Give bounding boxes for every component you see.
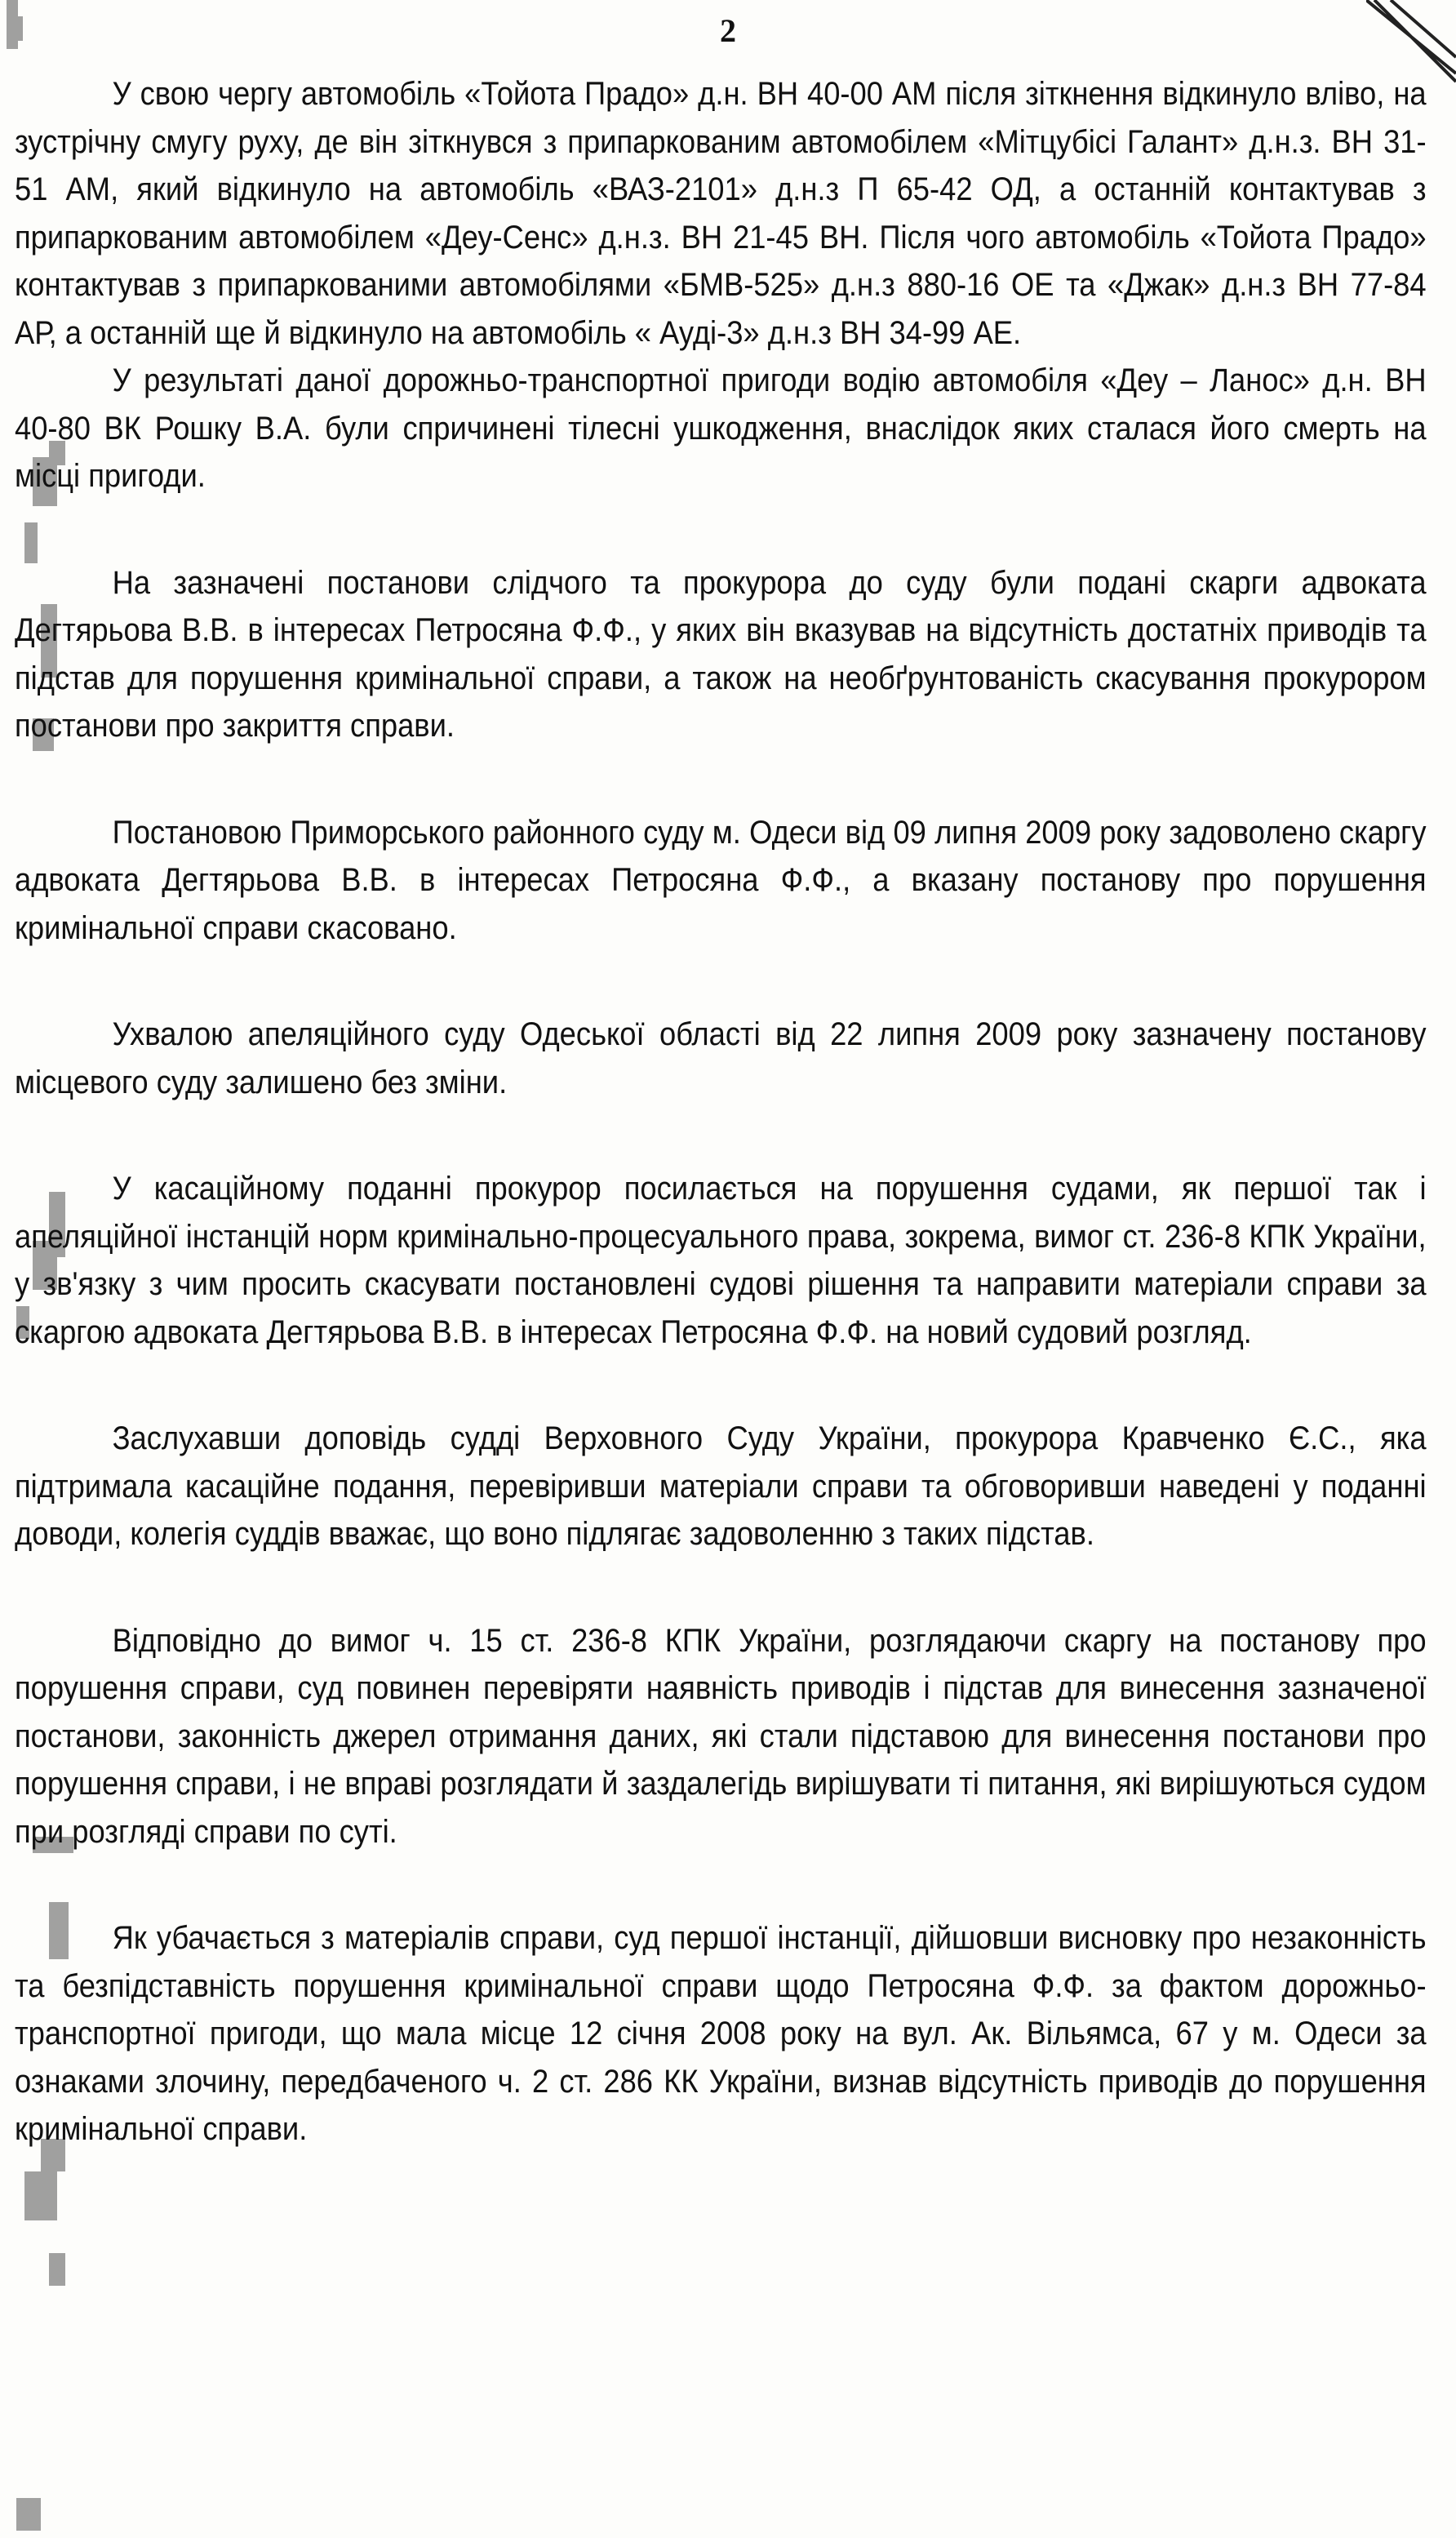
paragraph-5: Ухвалою апеляційного суду Одеської області від 22 липня 2009 року зазначену постанову місцевого суду залишено без зміни. <box>15 1016 1427 1100</box>
paragraph-3: На зазначені постанови слідчого та прокурора до суду були подані скарги адвоката Дегтярьова В.В. в інтересах Петросяна Ф.Ф., у яких він вказував на відсутність достатніх приводів та підстав для порушення кримінальної справи, а також на необґрунтованість скасування прокурором постанови про закриття справи. <box>15 564 1427 744</box>
paragraph-9: Як убачається з матеріалів справи, суд першої інстанції, дійшовши висновку про незаконність та безпідставність порушення кримінальної справи щодо Петросяна Ф.Ф. за фактом дорожньо-транспортної пригоди, що мала місце 12 січня 2008 року на вул. Ак. Вільямса, 67 у м. Одеси за ознаками злочину, передбаченого ч. 2 ст. 286 КК України, визнав відсутність приводів до порушення кримінальної справи. <box>15 1920 1427 2147</box>
paragraph-7: Заслухавши доповідь судді Верховного Суду України, прокурора Кравченко Є.С., яка підтримала касаційне подання, перевіривши матеріали справи та обговоривши наведені у поданні доводи, колегія суддів вважає, що воно підлягає задоволенню з таких підстав. <box>15 1420 1427 1552</box>
paragraph-2: У результаті даної дорожньо-транспортної пригоди водію автомобіля «Деу – Ланос» д.н. ВН 40-80 ВК Рошку В.А. були спричинені тілесні ушкодження, внаслідок яких сталася його смерть на місці пригоди. <box>15 362 1427 494</box>
paragraph-8: Відповідно до вимог ч. 15 ст. 236-8 КПК України, розглядаючи скаргу на постанову про порушення справи, суд повинен перевіряти наявність приводів і підстав для винесення зазначеної постанови, законність джерел отримання даних, які стали підставою для винесення постанови про порушення справи, і не вправі розглядати й заздалегідь вирішувати ті питання, які вирішуються судом при розгляді справи по суті. <box>15 1622 1427 1850</box>
page-number: 2 <box>720 12 736 49</box>
paragraph-4: Постановою Приморського районного суду м. Одеси від 09 липня 2009 року задоволено скаргу адвоката Дегтярьова В.В. в інтересах Петросяна Ф.Ф., а вказану постанову про порушення кримінальної справи скасовано. <box>15 814 1427 946</box>
paragraph-1: У свою чергу автомобіль «Тойота Прадо» д.н. ВН 40-00 АМ після зіткнення відкинуло вліво, на зустрічну смугу руху, де він зіткнувся з припаркованим автомобілем «Мітцубісі Галант» д.н.з. ВН 31-51 АМ, який відкинуло на автомобіль «ВАЗ-2101» д.н.з П 65-42 ОД, а останній контактував з припаркованим автомобілем «Деу-Сенс» д.н.з. ВН 21-45 ВН. Після чого автомобіль «Тойота Прадо» контактував з припаркованими автомобілями «БМВ-525» д.н.з 880-16 ОЕ та «Джак» д.н.з ВН 77-84 АР, а останній ще й відкинуло на автомобіль « Ауді-3» д.н.з ВН 34-99 АЕ. <box>15 76 1427 351</box>
paragraph-6: У касаційному поданні прокурор посилається на порушення судами, як першої так і апеляційної інстанцій норм кримінально-процесуального права, зокрема, вимог ст. 236-8 КПК України, у зв'язку з чим просить скасувати постановлені судові рішення та направити матеріали справи за скаргою адвоката Дегтярьова В.В. в інтересах Петросяна Ф.Ф. на новий судовий розгляд. <box>15 1171 1427 1350</box>
document-body <box>15 70 1427 2154</box>
